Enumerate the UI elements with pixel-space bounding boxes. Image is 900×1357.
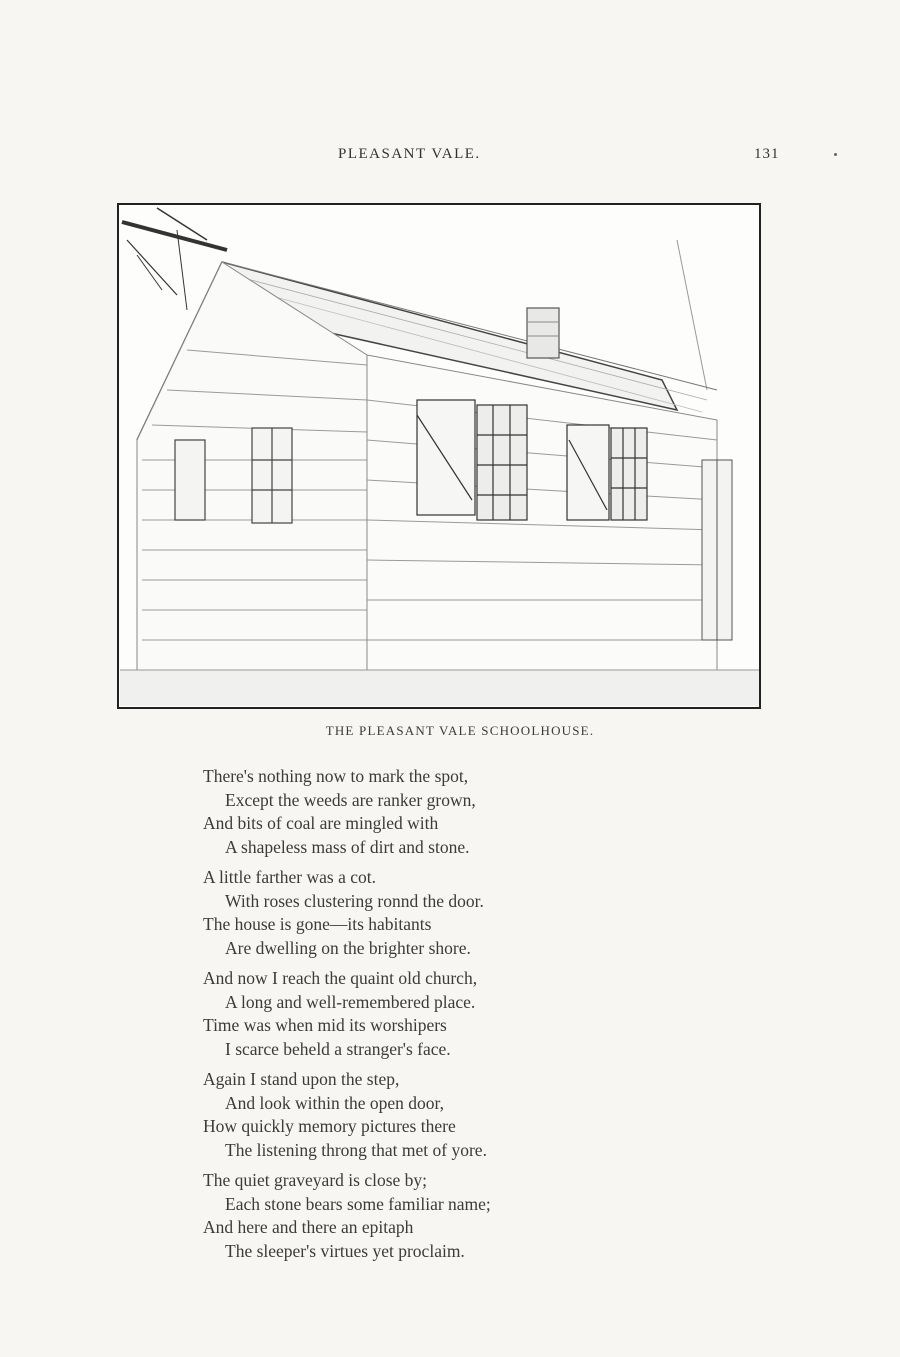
poem-line: The sleeper's virtues yet proclaim. [225, 1240, 465, 1261]
schoolhouse-photograph [117, 200, 762, 710]
poem-line: Each stone bears some familiar name; [225, 1193, 491, 1214]
schoolhouse-illustration [117, 200, 762, 710]
poem-line: The quiet graveyard is close by; [203, 1170, 428, 1190]
poem-line: A long and well-remembered place. [225, 991, 476, 1012]
poem-line: The house is gone—its habitants [203, 914, 432, 934]
poem-line: A little farther was a cot. [203, 867, 376, 887]
poem-line: Except the weeds are ranker grown, [225, 789, 476, 810]
ground [120, 670, 759, 706]
page-number: 131 [754, 146, 780, 162]
poem-stanza [203, 866, 673, 960]
poem-line: I scarce beheld a stranger's face. [225, 1038, 451, 1059]
poem-line: There's nothing now to mark the spot, [203, 766, 469, 786]
running-title: PLEASANT VALE. [338, 146, 481, 162]
speck-mark [834, 153, 837, 156]
side-door [702, 460, 732, 640]
poem-stanza [203, 967, 673, 1061]
poem-line: A shapeless mass of dirt and stone. [225, 836, 470, 857]
poem-line: Again I stand upon the step, [203, 1069, 400, 1089]
poem-line: And look within the open door, [225, 1092, 444, 1113]
poem-stanza [203, 1068, 673, 1162]
poem-line: Time was when mid its worshipers [203, 1015, 447, 1035]
poem-stanza [203, 1169, 673, 1263]
poem-line: And here and there an epitaph [203, 1217, 414, 1237]
poem-line: And now I reach the quaint old church, [203, 968, 478, 988]
figure-caption: THE PLEASANT VALE SCHOOLHOUSE. [325, 723, 595, 738]
poem [203, 765, 673, 1270]
running-head [0, 146, 900, 168]
poem-line: How quickly memory pictures there [203, 1116, 456, 1136]
poem-line: And bits of coal are mingled with [203, 813, 439, 833]
chimney [527, 308, 559, 358]
poem-line: Are dwelling on the brighter shore. [225, 937, 471, 958]
poem-stanza [203, 765, 673, 859]
poem-line: With roses clustering ronnd the door. [225, 890, 484, 911]
poem-line: The listening throng that met of yore. [225, 1139, 487, 1160]
